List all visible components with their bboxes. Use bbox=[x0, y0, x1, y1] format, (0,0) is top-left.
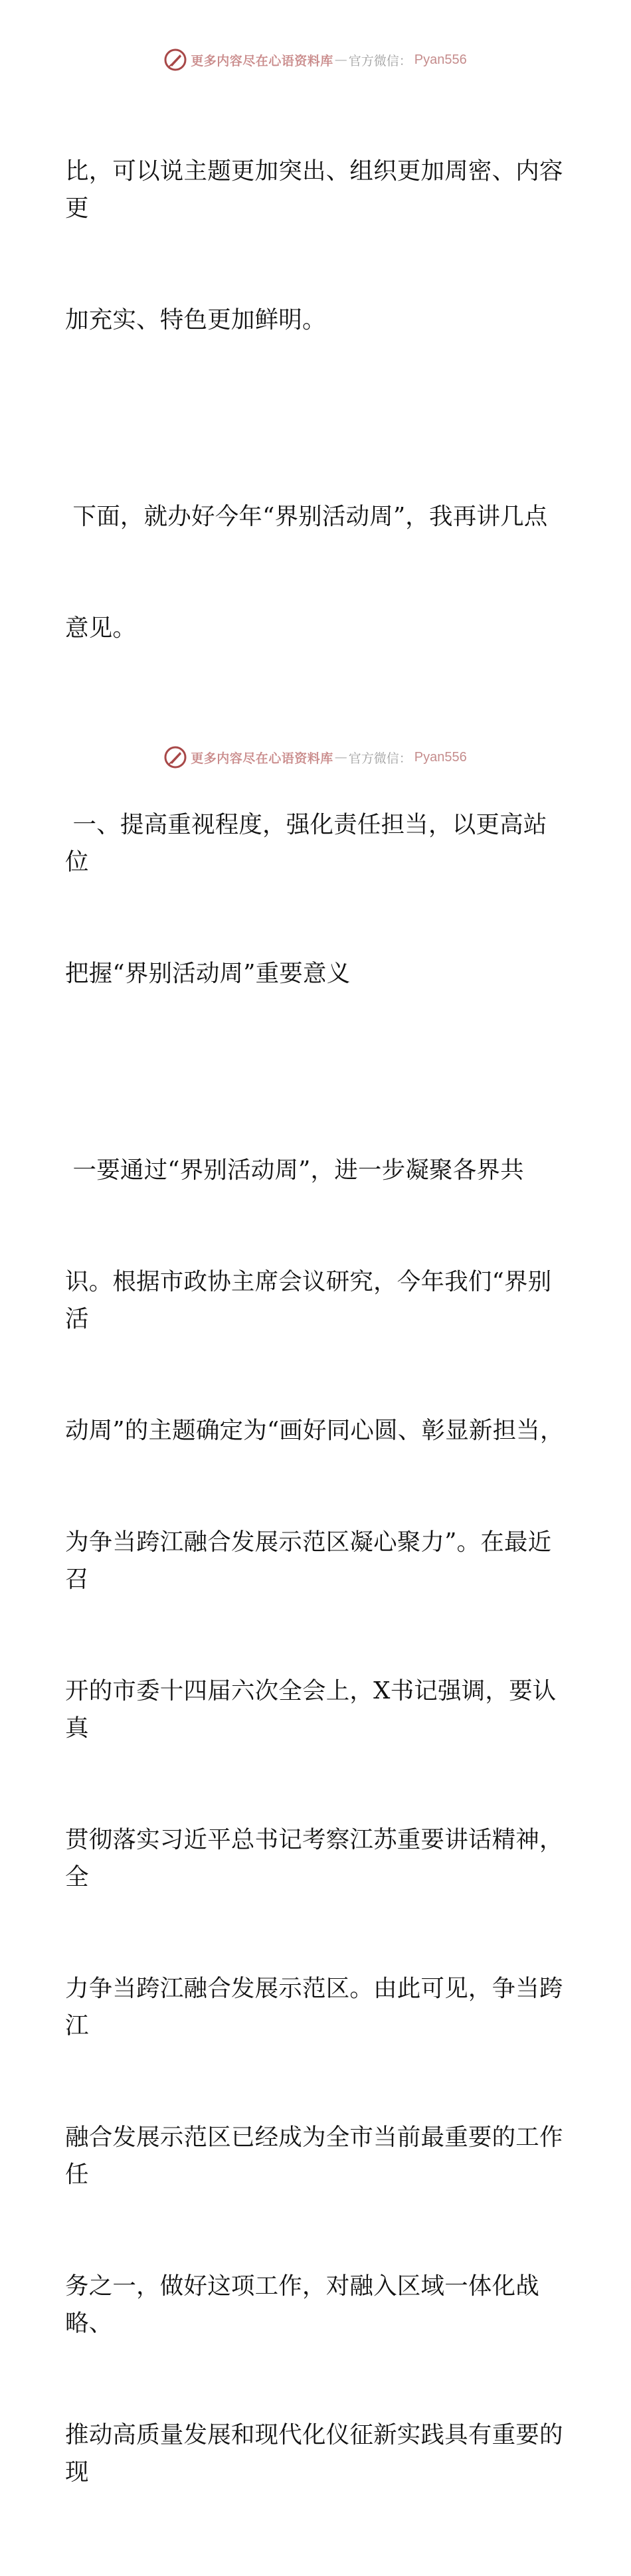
text-line: 比，可以说主题更加突出、组织更加周密、内容更 bbox=[65, 157, 563, 222]
header-brand-text: 更多内容尽在心语资料库 bbox=[191, 53, 333, 68]
footer-brand-text: 更多内容尽在心语资料库 bbox=[191, 751, 333, 766]
text-line: 力争当跨江融合发展示范区。由此可见，争当跨江 bbox=[65, 1975, 563, 2039]
header-wechat-label: 官方微信： bbox=[348, 53, 412, 68]
paragraph-2 bbox=[65, 424, 570, 721]
footer-watermark bbox=[0, 744, 631, 771]
section-heading-1 bbox=[65, 732, 570, 1067]
text-line: 加充实、特色更加鲜明。 bbox=[65, 306, 326, 333]
header-separator: — bbox=[334, 52, 347, 67]
text-line: 贯彻落实习近平总书记考察江苏重要讲话精神，全 bbox=[65, 1826, 563, 1890]
text-line: 融合发展示范区已经成为全市当前最重要的工作任 bbox=[65, 2124, 563, 2188]
text-line: 开的市委十四届六次全会上，X书记强调，要认真 bbox=[65, 1677, 557, 1742]
text-line: 一、提高重视程度，强化责任担当，以更高站位 bbox=[65, 811, 547, 875]
text-line: 推动高质量发展和现代化仪征新实践具有重要的现 bbox=[65, 2421, 563, 2486]
footer-wechat-id: Pyan556 bbox=[414, 749, 467, 765]
text-line: 动周”的主题确定为“画好同心圆、彰显新担当， bbox=[65, 1417, 564, 1444]
text-line: 识。根据市政协主席会议研究，今年我们“界别活 bbox=[65, 1268, 552, 1333]
quill-logo-icon bbox=[164, 746, 187, 769]
paragraph-1 bbox=[65, 78, 570, 413]
header-watermark bbox=[0, 46, 631, 73]
text-line: 意见。 bbox=[65, 614, 137, 642]
paragraph-3 bbox=[65, 1077, 570, 2565]
footer-separator: — bbox=[334, 750, 347, 765]
text-line: 为争当跨江融合发展示范区凝心聚力”。在最近召 bbox=[65, 1528, 552, 1593]
text-line: 一要通过“界别活动周”，进一步凝聚各界共 bbox=[65, 1156, 524, 1184]
quill-logo-icon bbox=[164, 48, 187, 71]
text-line: 务之一，做好这项工作，对融入区域一体化战略、 bbox=[65, 2272, 540, 2337]
footer-wechat-label: 官方微信： bbox=[348, 751, 412, 766]
text-line: 把握“界别活动周”重要意义 bbox=[65, 960, 351, 987]
document-body bbox=[65, 78, 570, 2576]
text-line: 下面，就办好今年“界别活动周”，我再讲几点 bbox=[65, 503, 548, 530]
header-wechat-id: Pyan556 bbox=[414, 52, 467, 67]
